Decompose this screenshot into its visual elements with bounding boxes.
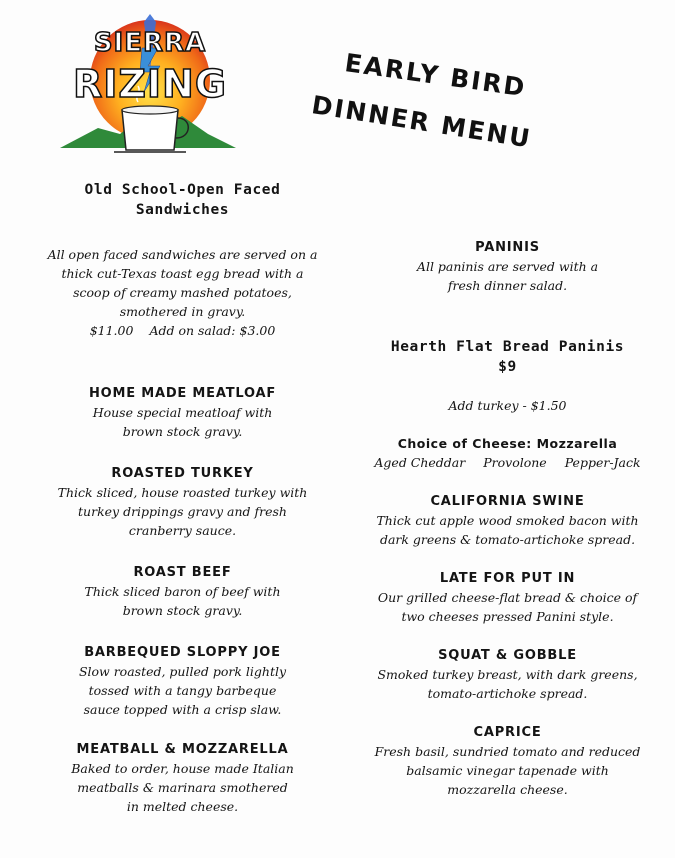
- open-faced-heading-line-2: Sandwiches: [135, 202, 230, 218]
- hearth-section: [355, 337, 660, 377]
- menu-item-meatloaf: [30, 384, 335, 441]
- menu-item-sloppy-joe: [30, 643, 335, 719]
- item-desc-line: Baked to order, house made Italian: [71, 761, 294, 776]
- cheese-label: Choice of Cheese: Mozzarella: [397, 436, 618, 451]
- item-desc-line: tomato-artichoke spread.: [427, 686, 588, 701]
- title-line-1: EARLY BIRD: [342, 48, 529, 103]
- open-faced-price-row: [30, 321, 335, 340]
- sierra-rizing-logo: [58, 10, 238, 160]
- open-faced-desc-line: All open faced sandwiches are served on a: [47, 247, 318, 262]
- menu-item-california-swine: [355, 492, 660, 549]
- logo-text-sierra: SIERRA: [93, 28, 207, 58]
- item-name: CALIFORNIA SWINE: [430, 494, 585, 509]
- item-desc-line: sauce topped with a crisp slaw.: [83, 702, 282, 717]
- logo-text-rizing: RIZING: [72, 62, 228, 106]
- menu-item-squat-gobble: [355, 646, 660, 703]
- cheese-options: [355, 453, 660, 472]
- open-faced-desc-line: scoop of creamy mashed potatoes,: [73, 285, 292, 300]
- menu-item-late-for-put-in: [355, 569, 660, 626]
- menu-item-meatball: [30, 740, 335, 816]
- item-desc-line: two cheeses pressed Panini style.: [401, 609, 614, 624]
- cheese-option: Provolone: [483, 455, 547, 470]
- add-turkey-note: [355, 396, 660, 415]
- item-desc-line: Fresh basil, sundried tomato and reduced: [374, 744, 641, 759]
- open-faced-desc-line: smothered in gravy.: [119, 304, 246, 319]
- paninis-section: [355, 238, 660, 295]
- item-desc-line: tossed with a tangy barbeque: [88, 683, 277, 698]
- menu-item-caprice: [355, 723, 660, 799]
- add-turkey-text: Add turkey - $1.50: [448, 398, 567, 413]
- open-faced-heading-line-1: Old School-Open Faced: [84, 182, 281, 198]
- paninis-heading: PANINIS: [475, 240, 540, 255]
- open-faced-addon: Add on salad: $3.00: [149, 323, 276, 338]
- cheese-choice: [355, 434, 660, 472]
- item-name: ROASTED TURKEY: [111, 466, 254, 481]
- item-name: BARBEQUED SLOPPY JOE: [84, 645, 281, 660]
- menu-item-roasted-turkey: [30, 464, 335, 540]
- item-desc-line: Smoked turkey breast, with dark greens,: [377, 667, 638, 682]
- item-desc-line: House special meatloaf with: [92, 405, 273, 420]
- item-name: MEATBALL & MOZZARELLA: [76, 742, 289, 757]
- menu-item-roast-beef: [30, 563, 335, 620]
- item-desc-line: balsamic vinegar tapenade with: [406, 763, 609, 778]
- item-desc-line: turkey drippings gravy and fresh: [78, 504, 287, 519]
- item-desc-line: dark greens & tomato-artichoke spread.: [379, 532, 636, 547]
- item-desc-line: cranberry sauce.: [128, 523, 237, 538]
- item-desc-line: meatballs & marinara smothered: [77, 780, 288, 795]
- item-name: SQUAT & GOBBLE: [438, 648, 577, 663]
- item-desc-line: Our grilled cheese-flat bread & choice of: [377, 590, 638, 605]
- hearth-heading: Hearth Flat Bread Paninis: [390, 339, 625, 355]
- item-name: ROAST BEEF: [133, 565, 232, 580]
- item-desc-line: Thick cut apple wood smoked bacon with: [376, 513, 639, 528]
- title-line-2: DINNER MENU: [309, 90, 534, 154]
- item-desc-line: brown stock gravy.: [122, 603, 243, 618]
- item-desc-line: Thick sliced baron of beef with: [84, 584, 281, 599]
- open-faced-price: $11.00: [89, 323, 134, 338]
- item-desc-line: mozzarella cheese.: [447, 782, 568, 797]
- cheese-option: Aged Cheddar: [374, 455, 466, 470]
- item-desc-line: in melted cheese.: [126, 799, 239, 814]
- item-name: HOME MADE MEATLOAF: [88, 386, 277, 401]
- item-desc-line: brown stock gravy.: [122, 424, 243, 439]
- item-name: LATE FOR PUT IN: [439, 571, 576, 586]
- item-name: CAPRICE: [473, 725, 542, 740]
- open-faced-description: [30, 245, 335, 340]
- paninis-desc-line: All paninis are served with a: [416, 259, 599, 274]
- item-desc-line: Thick sliced, house roasted turkey with: [57, 485, 308, 500]
- hearth-price: $9: [498, 359, 517, 375]
- paninis-desc-line: fresh dinner salad.: [447, 278, 568, 293]
- open-faced-desc-line: thick cut-Texas toast egg bread with a: [61, 266, 304, 281]
- cheese-option: Pepper-Jack: [564, 455, 641, 470]
- item-desc-line: Slow roasted, pulled pork lightly: [78, 664, 287, 679]
- open-faced-heading: [30, 180, 335, 220]
